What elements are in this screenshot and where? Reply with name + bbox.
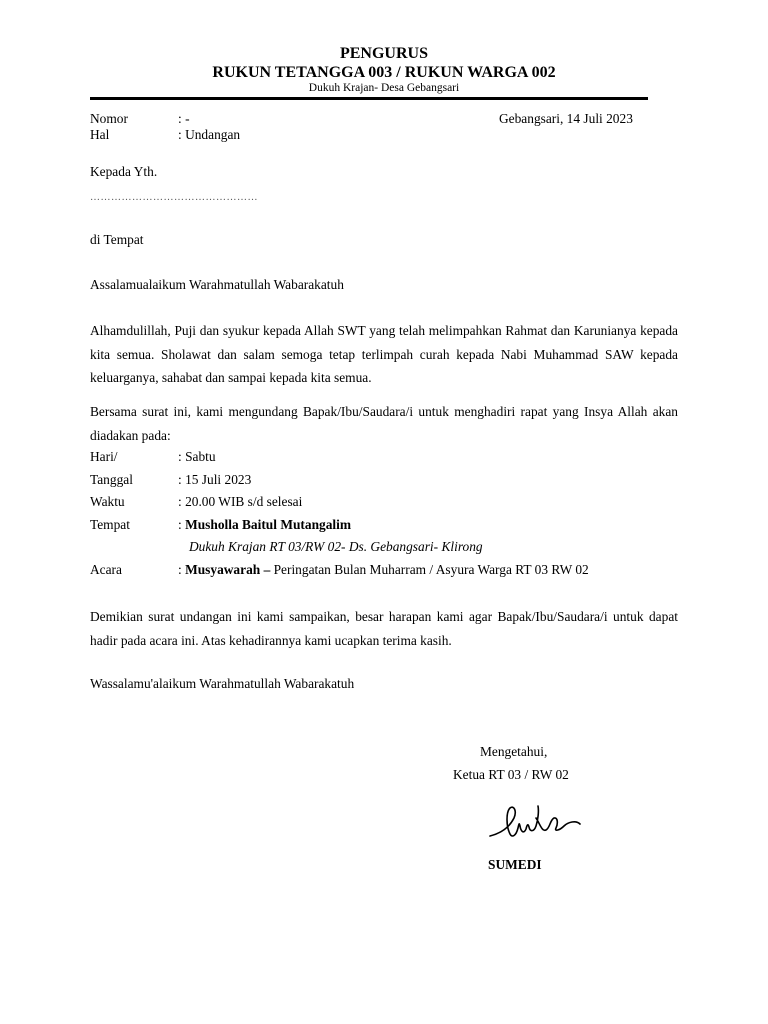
letterhead-divider xyxy=(90,97,648,100)
recipient-kepada: Kepada Yth. xyxy=(90,164,158,179)
closing-salam: Wassalamu'alaikum Warahmatullah Wabarakatuh xyxy=(90,676,355,691)
tempat-row xyxy=(178,517,351,533)
hal-label: Hal xyxy=(90,127,110,142)
waktu-value: : 20.00 WIB s/d selesai xyxy=(178,494,303,509)
paragraph-opening: Alhamdulillah, Puji dan syukur kepada Allah SWT yang telah melimpahkan Rahmat dan Karunianya kepada kita semua. Sholawat dan salam semoga tetap terlimpah curah kepada Nabi Muhammad SAW kepada keluarganya, sahabat dan sampai kepada kita semua. xyxy=(90,323,678,385)
acara-colon: : xyxy=(178,562,186,577)
tanggal-label: Tanggal xyxy=(90,472,133,487)
greeting: Assalamualaikum Warahmatullah Wabarakatuh xyxy=(90,277,344,292)
place-date: Gebangsari, 14 Juli 2023 xyxy=(499,111,633,126)
letterhead-title: PENGURUS xyxy=(339,45,428,62)
tempat-address: Dukuh Krajan RT 03/RW 02- Ds. Gebangsari- Klirong xyxy=(189,539,483,554)
tempat-colon: : xyxy=(178,517,186,532)
signature-scribble xyxy=(484,796,588,846)
paragraph-invitation: Bersama surat ini, kami mengundang Bapak/Ibu/Saudara/i untuk menghadiri rapat yang Insya Allah akan diadakan pada: xyxy=(90,404,678,443)
nomor-value: : - xyxy=(178,111,190,126)
signature-mengetahui: Mengetahui, xyxy=(480,744,548,759)
letterhead-subtitle: RUKUN TETANGGA 003 / RUKUN WARGA 002 xyxy=(212,64,556,81)
tempat-label: Tempat xyxy=(90,517,130,532)
hal-value: : Undangan xyxy=(178,127,241,142)
hari-label: Hari/ xyxy=(90,449,118,464)
recipient-dots: ………………………………………… xyxy=(90,192,258,203)
paragraph-closing: Demikian surat undangan ini kami sampaikan, besar harapan kami agar Bapak/Ibu/Saudara/i untuk dapat hadir pada acara ini. Atas kehadirannya kami ucapkan terima kasih. xyxy=(90,609,678,648)
waktu-label: Waktu xyxy=(90,494,125,509)
nomor-label: Nomor xyxy=(90,111,128,126)
tempat-value: Musholla Baitul Mutangalim xyxy=(185,517,351,532)
signature-name: SUMEDI xyxy=(488,857,542,872)
acara-label: Acara xyxy=(90,562,122,577)
tanggal-value: : 15 Juli 2023 xyxy=(178,472,252,487)
signature-position: Ketua RT 03 / RW 02 xyxy=(453,767,569,782)
letterhead-address: Dukuh Krajan- Desa Gebangsari xyxy=(308,82,460,94)
acara-rest: Peringatan Bulan Muharram / Asyura Warga RT 03 RW 02 xyxy=(270,562,589,577)
recipient-di-tempat: di Tempat xyxy=(90,232,144,247)
acara-row xyxy=(178,562,589,578)
hari-value: : Sabtu xyxy=(178,449,216,464)
acara-bold: Musyawarah – xyxy=(185,562,271,577)
